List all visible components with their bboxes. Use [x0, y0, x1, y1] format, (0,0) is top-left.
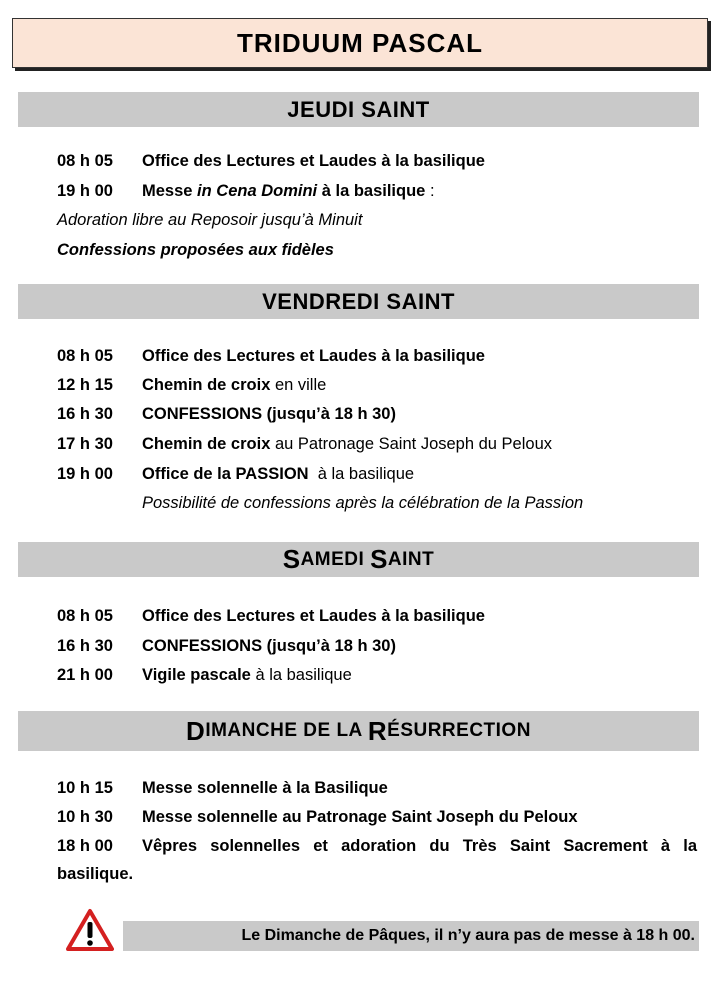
time: 08 h 05 [57, 607, 113, 625]
time: 16 h 30 [57, 637, 113, 655]
heading-rest: ÉSURRECTION [387, 720, 531, 741]
event: Chemin de croix [142, 435, 271, 453]
time: 17 h 30 [57, 435, 113, 453]
time: 08 h 05 [57, 152, 113, 170]
schedule-row [57, 346, 485, 366]
event-place: au Patronage Saint Joseph du Peloux [270, 435, 552, 453]
time: 08 h 05 [57, 347, 113, 365]
time: 18 h 00 [57, 837, 113, 855]
event-place: à la basilique [317, 182, 426, 200]
schedule-row [57, 181, 435, 201]
time: 19 h 00 [57, 182, 113, 200]
section-heading-samedi [18, 542, 699, 577]
event: Messe solennelle à la Basilique [142, 779, 388, 797]
heading-rest: AMEDI [300, 548, 371, 570]
heading-initial: R [367, 715, 388, 746]
event: Vêpres solennelles et adoration du Très Saint Sacrement à la basilique. [57, 837, 697, 883]
event-place: en ville [270, 376, 327, 394]
schedule-row [57, 606, 485, 626]
schedule-row [57, 464, 414, 484]
event: Office des Lectures et Laudes à la basilique [142, 152, 485, 170]
schedule-row [57, 807, 578, 827]
schedule-row [57, 404, 396, 424]
event-place: à la basilique [308, 465, 415, 483]
warning-triangle-icon [66, 908, 114, 952]
schedule-row [57, 636, 396, 656]
warning-notice: Le Dimanche de Pâques, il n’y aura pas de messe à 18 h 00. [123, 921, 699, 951]
time: 10 h 30 [57, 808, 113, 826]
schedule-row [57, 832, 697, 888]
section-heading-jeudi: JEUDI SAINT [18, 92, 699, 127]
section-heading-dimanche [18, 711, 699, 751]
heading-initial: S [282, 544, 301, 574]
event-latin: in Cena Domini [197, 182, 318, 200]
event-place: à la basilique [250, 666, 352, 684]
schedule-row [57, 151, 485, 171]
schedule-row [57, 665, 352, 685]
event: Office des Lectures et Laudes à la basilique [142, 347, 485, 365]
event: CONFESSIONS (jusqu’à 18 h 30) [142, 405, 396, 423]
event: Office de la PASSION [142, 465, 309, 483]
heading-rest: IMANCHE DE LA [205, 720, 368, 741]
event: CONFESSIONS (jusqu’à 18 h 30) [142, 637, 396, 655]
time: 16 h 30 [57, 405, 113, 423]
note: Possibilité de confessions après la célébration de la Passion [142, 494, 584, 512]
note: Confessions proposées aux fidèles [57, 241, 334, 259]
event: Chemin de croix [142, 376, 271, 394]
heading-initial: S [370, 544, 388, 574]
page-title: TRIDUUM PASCAL [12, 18, 708, 68]
time: 19 h 00 [57, 465, 113, 483]
event: Messe [142, 182, 198, 200]
section-heading-vendredi: VENDREDI SAINT [18, 284, 699, 319]
time: 21 h 00 [57, 666, 113, 684]
event: Messe solennelle au Patronage Saint Joseph du Peloux [142, 808, 578, 826]
schedule-row [57, 434, 552, 454]
time: 10 h 15 [57, 779, 113, 797]
heading-rest: AINT [387, 548, 435, 570]
schedule-row [57, 778, 388, 798]
schedule-row [57, 375, 326, 395]
time: 12 h 15 [57, 376, 113, 394]
event: Vigile pascale [142, 666, 251, 684]
heading-initial: D [186, 715, 206, 746]
colon: : [425, 182, 435, 200]
event: Office des Lectures et Laudes à la basilique [142, 607, 485, 625]
note: Adoration libre au Reposoir jusqu’à Minuit [57, 211, 363, 229]
